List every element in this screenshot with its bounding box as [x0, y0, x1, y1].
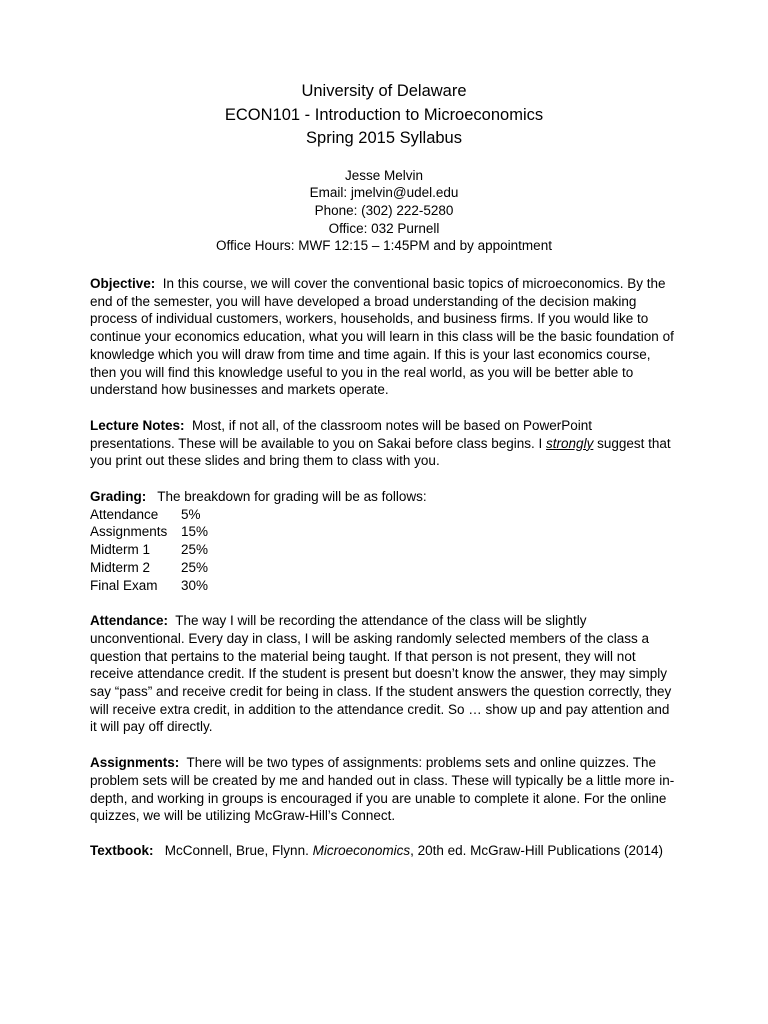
university-name: University of Delaware	[301, 82, 467, 100]
grade-weight: 25%	[181, 559, 209, 575]
lecture-notes-text-after: suggest that you print out these slides and bring them to class with you.	[90, 435, 671, 469]
lecture-notes-label: Lecture Notes:	[90, 417, 185, 433]
grade-row	[90, 523, 678, 541]
grade-row	[90, 559, 678, 577]
lecture-notes-emphasis: strongly	[546, 435, 594, 451]
contact-block	[90, 167, 678, 256]
assignments-text: There will be two types of assignments: problems sets and online quizzes. The problem sets will be created by me and handed out in class. These will typically be a little more in-depth, and working in groups is encouraged if you are unable to complete it alone. For the online quizzes, we will be utilizing McGraw-Hill’s Connect.	[90, 755, 675, 824]
grading-section	[90, 488, 678, 594]
attendance-text: The way I will be recording the attendance of the class will be slightly unconventional. Every day in class, I will be asking randomly selected members of the class a question that pertains to the material being taught. If that person is not present, they will not receive attendance credit. If the student is present but doesn’t know the answer, they may simply say “pass” and receive credit for being in class. If the student answers the question correctly, they will receive extra credit, in addition to the attendance credit. So … show up and pay attention and it will pay off directly.	[90, 613, 672, 735]
office-hours: Office Hours: MWF 12:15 – 1:45PM and by appointment	[216, 238, 552, 254]
textbook-authors: McConnell, Brue, Flynn.	[164, 843, 309, 858]
document-header	[90, 80, 678, 255]
grade-weight: 25%	[181, 542, 209, 558]
grade-component: Midterm 2	[90, 559, 151, 575]
term-title: Spring 2015 Syllabus	[306, 129, 462, 147]
attendance-section	[90, 612, 678, 736]
grade-row	[90, 541, 678, 559]
grade-component: Assignments	[90, 524, 168, 540]
objective-text: In this course, we will cover the conventional basic topics of microeconomics. By the end of the semester, you will have developed a broad understanding of the decision making process of individual customers, workers, households, and business firms. If you would like to continue your economics education, what you will learn in this class will be the basic foundation of knowledge which you will draw from time and time again. If this is your last economics course, then you will find this knowledge useful to you in the real world, as you will be better able to understand how businesses and markets operate.	[90, 276, 674, 398]
course-title: ECON101 - Introduction to Microeconomics	[224, 105, 544, 124]
lecture-notes-text: Most, if not all, of the classroom notes will be based on PowerPoint presentations. These will be available to you on Sakai before class begins. I	[90, 417, 592, 451]
textbook-title: Microeconomics	[312, 843, 411, 858]
instructor-email: Email: jmelvin@udel.edu	[309, 185, 459, 201]
instructor-phone: Phone: (302) 222-5280	[314, 202, 454, 218]
instructor-office: Office: 032 Purnell	[328, 220, 440, 236]
grading-intro: The breakdown for grading will be as follows:	[157, 489, 427, 505]
instructor-name: Jesse Melvin	[344, 167, 424, 183]
assignments-section	[90, 754, 678, 825]
textbook-label: Textbook:	[90, 843, 154, 858]
grade-weight: 30%	[181, 577, 209, 593]
attendance-label: Attendance:	[90, 613, 169, 629]
lecture-notes-section	[90, 417, 678, 470]
objective-label: Objective:	[90, 276, 156, 292]
grade-component: Midterm 1	[90, 542, 151, 558]
grading-label: Grading:	[90, 489, 147, 505]
grade-row	[90, 577, 678, 595]
grade-component: Attendance	[90, 506, 159, 522]
assignments-label: Assignments:	[90, 755, 180, 771]
textbook-details: , 20th ed. McGraw-Hill Publications (2014)	[410, 843, 663, 858]
grading-list	[90, 506, 678, 595]
grade-weight: 15%	[181, 524, 209, 540]
textbook-section	[90, 842, 678, 860]
grade-row	[90, 506, 678, 524]
grade-weight: 5%	[181, 506, 201, 522]
grade-component: Final Exam	[90, 577, 158, 593]
objective-section	[90, 275, 678, 399]
